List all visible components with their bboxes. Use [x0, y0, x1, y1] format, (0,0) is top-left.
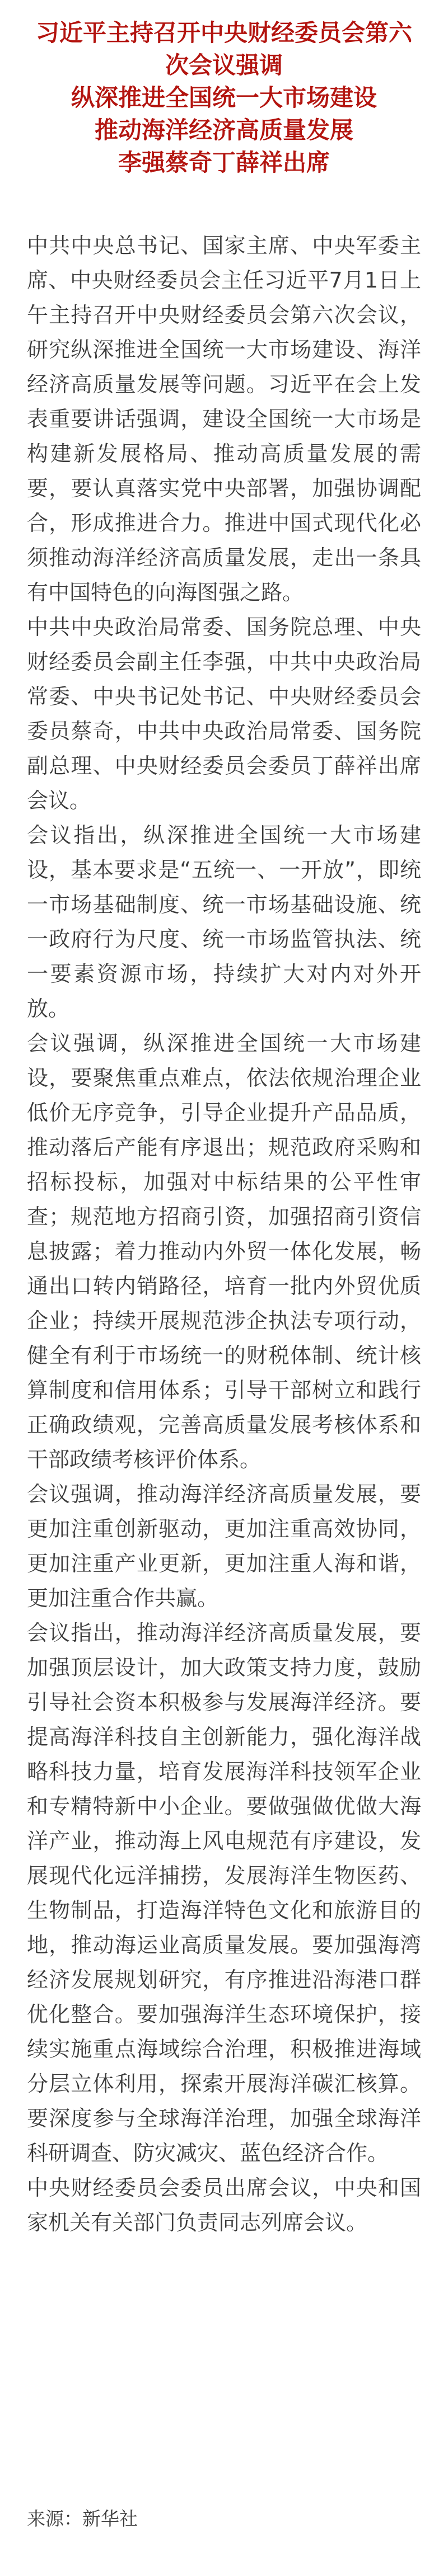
paragraph-4: 会议强调，纵深推进全国统一大市场建设，要聚焦重点难点，依法依规治理企业低价无序竞争，引导企业提升产品品质，推动落后产能有序退出；规范政府采购和招标投标，加强对中标结果的公平性审查；规范地方招商引资，加强招商引资信息披露；着力推动内外贸一体化发展，畅通出口转内销路径，培育一批内外贸优质企业；持续开展规范涉企执法专项行动，健全有利于市场统一的财税体制、统计核算制度和信用体系；引导干部树立和践行正确政绩观，完善高质量发展考核体系和干部政绩考核评价体系。	[27, 1031, 421, 1472]
title-line: 习近平主持召开中央财经委员会第六次会议强调	[35, 19, 412, 79]
paragraph-3: 会议指出，纵深推进全国统一大市场建设，基本要求是“五统一、一开放”，即统一市场基础制度、统一市场基础设施、统一政府行为尺度、统一市场监管执法、统一要素资源市场，持续扩大对内对外开放。	[27, 823, 421, 1021]
paragraph-1: 中共中央总书记、国家主席、中央军委主席、中央财经委员会主任习近平7月1日上午主持召开中央财经委员会第六次会议，研究纵深推进全国统一大市场建设、海洋经济高质量发展等问题。习近平在会上发表重要讲话强调，建设全国统一大市场是构建新发展格局、推动高质量发展的需要，要认真落实党中央部署，加强协调配合，形成推进合力。推进中国式现代化必须推动海洋经济高质量发展，走出一条具有中国特色的向海图强之路。	[27, 233, 421, 605]
title-line: 李强蔡奇丁薛祥出席	[118, 149, 330, 176]
paragraph-5: 会议强调，推动海洋经济高质量发展，要更加注重创新驱动，更加注重高效协同，更加注重产业更新，更加注重人海和谐，更加注重合作共赢。	[27, 1482, 421, 1610]
title-line: 推动海洋经济高质量发展	[94, 116, 353, 144]
article-body	[27, 228, 421, 2240]
paragraph-6: 会议指出，推动海洋经济高质量发展，要加强顶层设计，加大政策支持力度，鼓励引导社会资本积极参与发展海洋经济。要提高海洋科技自主创新能力，强化海洋战略科技力量，培育发展海洋科技领军企业和专精特新中小企业。要做强做优做大海洋产业，推动海上风电规范有序建设，发展现代化远洋捕捞，发展海洋生物医药、生物制品，打造海洋特色文化和旅游目的地，推动海运业高质量发展。要加强海湾经济发展规划研究，有序推进沿海港口群优化整合。要加强海洋生态环境保护，接续实施重点海域综合治理，积极推进海域分层立体利用，探索开展海洋碳汇核算。要深度参与全球海洋治理，加强全球海洋科研调查、防灾减灾、蓝色经济合作。	[27, 1621, 421, 2165]
title-line: 纵深推进全国统一大市场建设	[71, 84, 377, 111]
article-title	[27, 17, 421, 179]
paragraph-2: 中共中央政治局常委、国务院总理、中央财经委员会副主任李强，中共中央政治局常委、中央书记处书记、中央财经委员会委员蔡奇，中共中央政治局常委、国务院副总理、中央财经委员会委员丁薛祥出席会议。	[27, 615, 421, 813]
article-source: 来源：新华社	[27, 2508, 138, 2530]
paragraph-7: 中央财经委员会委员出席会议，中央和国家机关有关部门负责同志列席会议。	[27, 2175, 421, 2235]
